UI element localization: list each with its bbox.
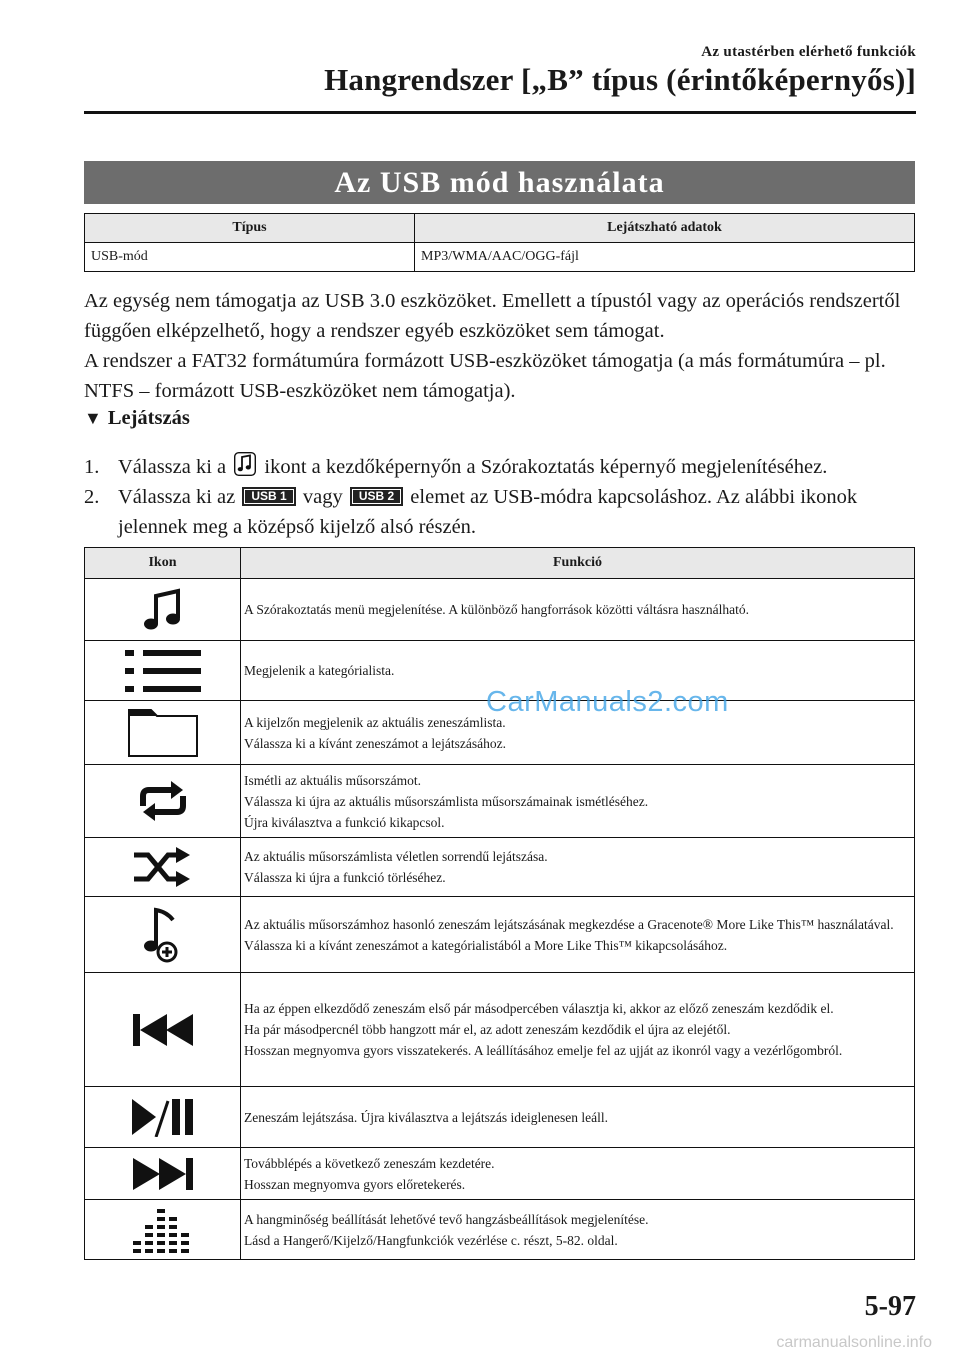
list-item: [84, 482, 924, 542]
format-table-header: Lejátszható adatok: [415, 214, 915, 243]
section-banner: Az USB mód használata: [84, 161, 915, 204]
function-text: A hangminőség beállítását lehetővé tevő hangzásbeállítások megjelenítése.: [244, 1211, 649, 1227]
step-text-part: elemet az USB-módra kapcsoláshoz. Az alábbi ikonok jelennek meg a középső kijelző alsó részén.: [118, 486, 858, 538]
table-row: [85, 1148, 915, 1200]
table-row: [85, 243, 915, 272]
icon-function-table: [84, 547, 915, 1260]
format-table-cell: USB-mód: [85, 243, 415, 272]
step-text-part: ikont a kezdőképernyőn a Szórakoztatás képernyő megjelenítéséhez.: [264, 456, 828, 478]
function-text: A Szórakoztatás menü megjelenítése. A különböző hangforrások közötti váltásra használható.: [244, 602, 749, 617]
header-title: Hangrendszer [„B” típus (érintőképernyős)]: [324, 62, 916, 97]
function-text: Hosszan megnyomva gyors előretekerés.: [244, 1176, 466, 1192]
header-rule: [84, 111, 916, 114]
shuffle-icon: [132, 847, 194, 887]
paragraph: Az egység nem támogatja az USB 3.0 eszközöket. Emellett a típustól vagy az operációs rendszertől függően elképzelhető, hogy a rendszer egyéb eszközöket sem támogat.: [84, 290, 901, 342]
triangle-bullet-icon: ▼: [84, 408, 102, 428]
format-table-header: Típus: [85, 214, 415, 243]
table-row: [85, 897, 915, 973]
music-note-icon: [141, 588, 185, 632]
folder-icon: [127, 708, 199, 758]
function-text: Válassza ki a kívánt zeneszámot a lejátszásához.: [244, 735, 507, 751]
function-text: Válassza ki újra a funkció törléséhez.: [244, 870, 446, 885]
function-text: Lásd a Hangerő/Kijelző/Hangfunkciók vezérlése c. részt, 5-82. oldal.: [244, 1232, 618, 1248]
repeat-icon: [135, 780, 191, 822]
paragraph: A rendszer a FAT32 formátumúra formázott USB-eszközöket támogatja (a más formátumúra – pl. NTFS – formázott USB-eszközöket nem támogatja).: [84, 350, 886, 402]
step-text: [118, 482, 924, 542]
steps-list: [84, 452, 924, 542]
format-table: [84, 213, 915, 272]
format-table-cell: MP3/WMA/AAC/OGG-fájl: [415, 243, 915, 272]
play-pause-icon: [130, 1097, 196, 1137]
function-text: Ha az éppen elkezdődő zeneszám első pár másodpercében választja ki, akkor az előző zeneszám kezdődik el.: [244, 1001, 834, 1016]
function-text: Továbblépés a következő zeneszám kezdetére.: [244, 1155, 495, 1171]
function-text: Hosszan megnyomva gyors visszatekerés. A leállításához emelje fel az ujját az ikonról vagy a vezérlőgombról.: [244, 1043, 843, 1058]
page-number: 5-97: [864, 1291, 916, 1322]
function-text: Válassza ki újra az aktuális műsorszámlista műsorszámainak ismétléséhez.: [244, 793, 649, 809]
function-text: Válassza ki a kívánt zeneszámot a kategórialistából a More Like This™ kikapcsolásához.: [244, 937, 728, 953]
function-text: Ha pár másodpercnél több hangzott már el, az adott zeneszám kezdődik el újra az elejétől.: [244, 1022, 731, 1037]
usb2-button: USB 2: [350, 487, 403, 506]
table-row: [85, 1087, 915, 1148]
intro-text: [84, 286, 924, 406]
step-text-part: Válassza ki az: [118, 486, 236, 508]
footer-watermark: carmanualsonline.info: [776, 1334, 932, 1351]
table-row: [85, 765, 915, 838]
icon-table-header: Ikon: [85, 548, 241, 579]
function-text: Ismétli az aktuális műsorszámot.: [244, 772, 421, 788]
function-text: Az aktuális műsorszámlista véletlen sorrendű lejátszása.: [244, 849, 548, 864]
function-text: A kijelzőn megjelenik az aktuális zeneszámlista.: [244, 714, 506, 730]
next-track-icon: [131, 1156, 195, 1192]
table-row: [85, 838, 915, 897]
step-text: [118, 452, 924, 482]
function-text: Az aktuális műsorszámhoz hasonló zeneszám lejátszásának megkezdése a Gracenote® More Like This™ használatával.: [244, 916, 894, 932]
table-row: [85, 1200, 915, 1260]
list-item: [84, 452, 924, 482]
step-text-part: Válassza ki a: [118, 456, 227, 478]
music-note-icon: [234, 452, 256, 476]
list-icon: [123, 648, 203, 694]
watermark: CarManuals2.com: [486, 686, 729, 718]
table-row: [85, 973, 915, 1087]
function-text: Újra kiválasztva a funkció kikapcsol.: [244, 814, 445, 830]
section-heading-label: Lejátszás: [107, 407, 190, 429]
previous-track-icon: [131, 1012, 195, 1048]
table-row: [85, 579, 915, 641]
icon-table-header: Funkció: [241, 548, 915, 579]
step-number: 2.: [84, 486, 100, 508]
function-text: Megjelenik a kategórialista.: [244, 663, 395, 678]
step-text-part: vagy: [302, 486, 343, 508]
header-section: Az utastérben elérhető funkciók: [701, 44, 916, 60]
more-like-this-icon: [141, 906, 185, 964]
step-number: 1.: [84, 456, 100, 478]
equalizer-icon: [133, 1207, 193, 1253]
function-text: Zeneszám lejátszása. Újra kiválasztva a lejátszás ideiglenesen leáll.: [244, 1109, 608, 1125]
usb1-button: USB 1: [242, 487, 295, 506]
section-heading: [84, 407, 190, 430]
